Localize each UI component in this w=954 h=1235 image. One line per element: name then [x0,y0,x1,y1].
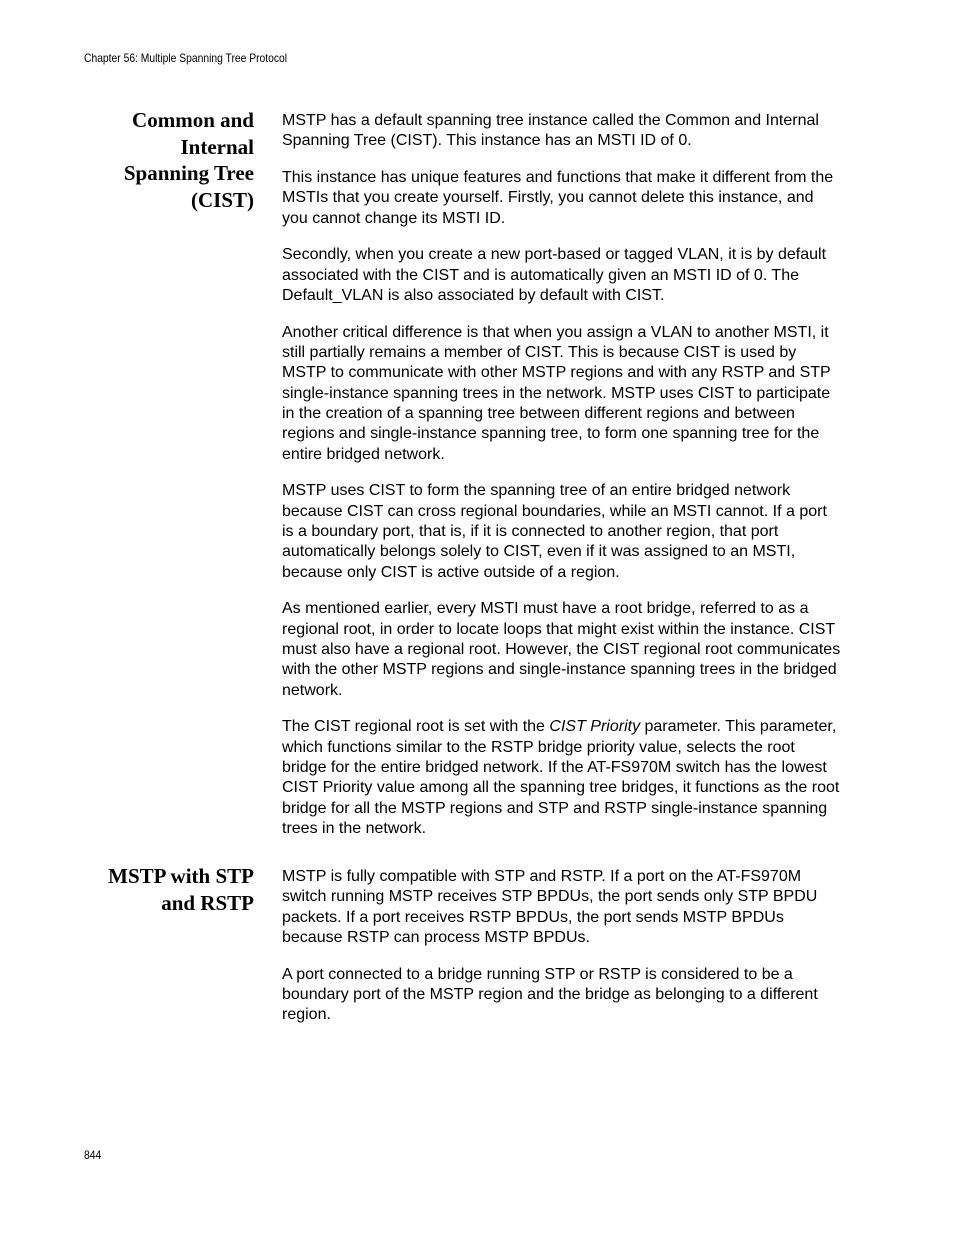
paragraph: This instance has unique features and functions that make it different from the MSTIs that you create yourself. Firstly, you cannot delete this instance, and you cannot change its MSTI ID. [282,169,834,227]
paragraph: Another critical difference is that when you assign a VLAN to another MSTI, it still partially remains a member of CIST. This is because CIST is used by MSTP to communicate with other MSTP regions and with any RSTP and STP single-instance spanning trees in the network. MSTP uses CIST to participate in the creation of a spanning tree between different regions and between regions and single-instance spanning tree, to form one spanning tree for the entire bridged network. [282,323,831,463]
text-run: parameter. This parameter, which functions similar to the RSTP bridge priority value, selects the root bridge for the entire bridged network. If the AT-FS970M switch has the lowest CIST Priority value among all the spanning tree bridges, it functions as the root bridge for all the MSTP regions and STP and RSTP single-instance spanning trees in the network. [282,718,840,837]
heading-line: Spanning Tree [123,161,254,185]
heading-line: (CIST) [190,187,254,212]
page-number: 844 [84,1148,102,1162]
paragraph: A port connected to a bridge running STP or RSTP is considered to be a boundary port of the MSTP region and the bridge as belonging to a different region. [282,965,818,1024]
paragraph: MSTP uses CIST to form the spanning tree of an entire bridged network because CIST can cross regional boundaries, while an MSTI cannot. If a port is a boundary port, that is, if it is connected to another region, that port automatically belongs solely to CIST, even if it was assigned to an MSTI, because only CIST is active outside of a region. [282,482,827,581]
section-body-mstp-stp-rstp [282,867,842,1042]
heading-line: Internal [180,134,254,159]
heading-line: Common and [132,108,254,132]
section-heading-cist [90,107,254,213]
section-heading-mstp-stp-rstp [90,863,254,916]
heading-line: MSTP with STP [108,864,254,888]
section-body-cist [282,111,842,856]
paragraph: As mentioned earlier, every MSTI must have a root bridge, referred to as a regional root, in order to locate loops that might exist within the instance. CIST must also have a regional root. However, the CIST regional root communicates with the other MSTP regions and single-instance spanning trees in the bridged network. [282,600,841,699]
heading-line: and RSTP [161,890,254,915]
text-run: The CIST regional root is set with the [282,718,550,736]
emphasized-term: CIST Priority [549,718,641,736]
paragraph-cist-priority [282,717,842,839]
running-header: Chapter 56: Multiple Spanning Tree Protocol [84,51,288,65]
paragraph: Secondly, when you create a new port-based or tagged VLAN, it is by default associated with the CIST and is automatically given an MSTI ID of 0. The Default_VLAN is also associated by default with CIST. [282,246,827,305]
paragraph: MSTP has a default spanning tree instance called the Common and Internal Spanning Tree (CIST). This instance has an MSTI ID of 0. [282,112,819,150]
paragraph: MSTP is fully compatible with STP and RSTP. If a port on the AT-FS970M switch running MSTP receives STP BPDUs, the port sends only STP BPDU packets. If a port receives RSTP BPDUs, the port sends MSTP BPDUs because RSTP can process MSTP BPDUs. [282,868,818,946]
